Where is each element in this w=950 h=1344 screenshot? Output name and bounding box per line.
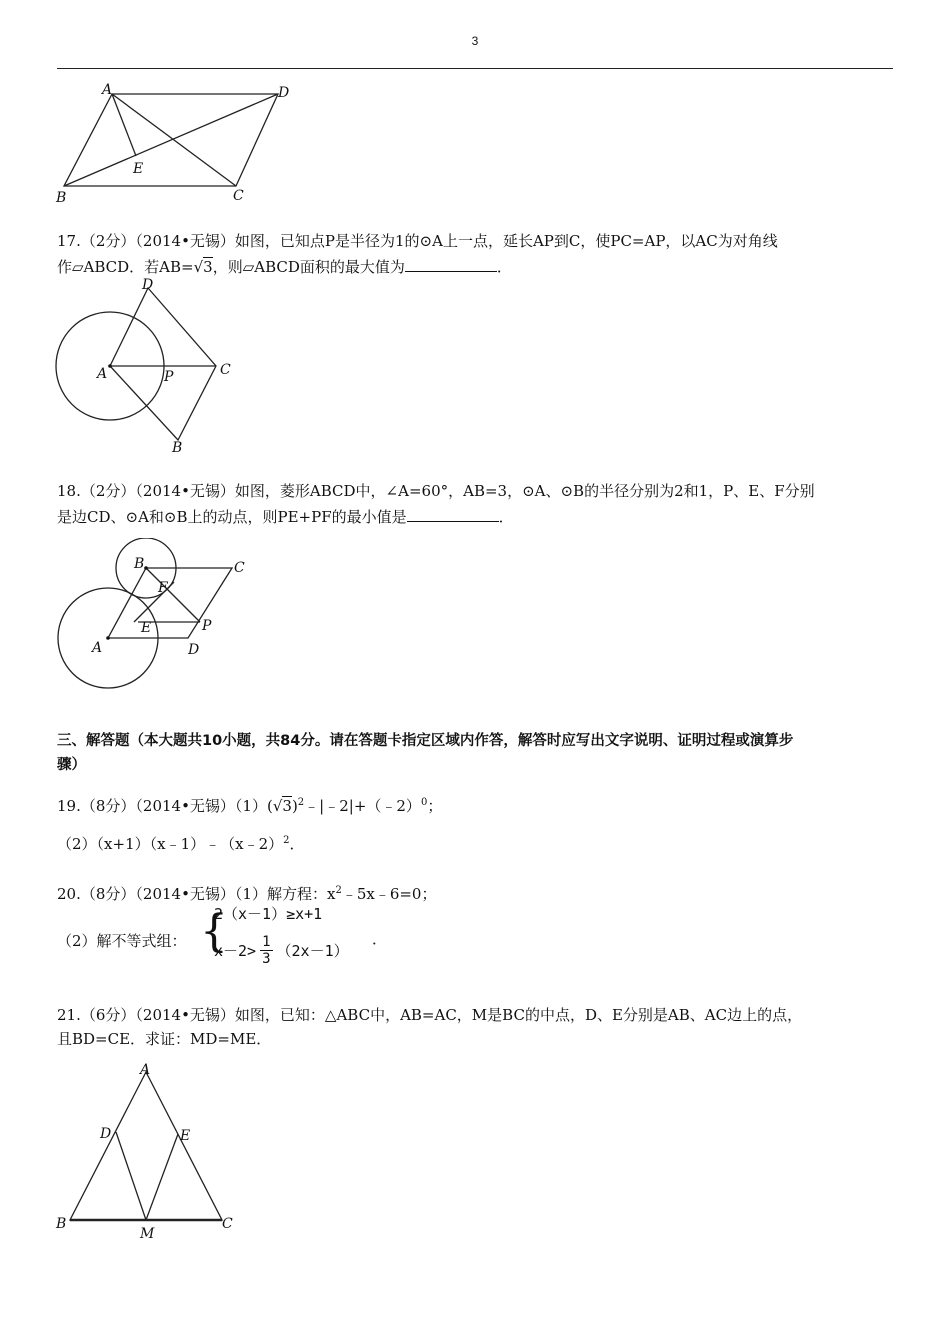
q20-ineq2-b: （2x－1） [276, 942, 349, 960]
figure-triangle-q21 [50, 1058, 250, 1248]
q19-paren-close: ) [291, 797, 298, 815]
q20-text-b: ﹣5x﹣6=0； [341, 885, 437, 903]
q19-paren-open: ( [266, 797, 273, 815]
q18-text-a: 是边CD、⊙A和⊙B上的动点，则PE+PF的最小值是 [57, 508, 407, 526]
label-C: C [233, 188, 244, 204]
label-B: B [134, 556, 145, 572]
label-B: B [56, 1216, 67, 1232]
q20-fraction [260, 934, 272, 967]
q20-frac-num: 1 [262, 934, 271, 950]
q18-text-b: ． [498, 508, 514, 526]
figure-parallelogram-q16 [50, 80, 310, 210]
q19-exp2: 0 [420, 797, 428, 808]
q18-line1: 18.（2分）（2014•无锡）如图，菱形ABCD中，∠A=60°，AB=3，⊙A、⊙B的半径分别为2和1，P、E、F分别 [57, 482, 815, 500]
q17-answer-blank-tail [483, 257, 497, 272]
q20-frac-den: 3 [262, 951, 271, 967]
q21-line1: 21.（6分）（2014•无锡）如图，已知：△ABC中，AB=AC，M是BC的中点，D、E分别是AB、AC边上的点， [57, 1006, 803, 1024]
q17-text-b: ，则▱ABCD面积的最大值为 [212, 258, 405, 276]
label-D: D [100, 1126, 112, 1142]
sqrt-symbol: √ [193, 258, 204, 276]
q18-answer-blank[interactable] [407, 507, 485, 522]
label-A: A [97, 366, 108, 382]
q19-part1 [57, 792, 897, 817]
label-C: C [234, 560, 245, 576]
q19-rest: ﹣|﹣2|+（﹣2） [304, 797, 421, 815]
label-M: M [140, 1226, 155, 1242]
label-F: F [158, 580, 168, 596]
figure-circle-q17 [50, 276, 260, 461]
q20-inequality-2 [214, 934, 349, 967]
label-A: A [102, 82, 113, 98]
q17-text-a: 作▱ABCD．若AB= [57, 258, 194, 276]
section3-heading-line2: 骤） [57, 757, 86, 773]
q20-part2-label: （2）解不等式组： [57, 932, 187, 950]
q18-line2 [57, 506, 897, 528]
q17-text-c: ． [496, 258, 512, 276]
q19-part2-exp: 2 [283, 835, 290, 846]
q20-ineq2-a: x－2> [214, 942, 257, 960]
q19-end: ； [427, 797, 443, 815]
label-P: P [164, 369, 174, 385]
q21-line2: 且BD=CE．求证：MD=ME． [57, 1030, 272, 1048]
q20-text-a: 20.（8分）（2014•无锡）（1）解方程：x [57, 885, 336, 903]
q19-sqrt-symbol: √ [272, 797, 283, 815]
label-D: D [278, 85, 290, 101]
q20-brace: { [200, 906, 228, 957]
label-C: C [222, 1216, 233, 1232]
q19-exp1: 2 [297, 797, 305, 808]
label-A: A [92, 640, 103, 656]
label-D: D [142, 277, 154, 293]
q17-line2 [57, 256, 897, 278]
label-A: A [140, 1062, 151, 1078]
header-rule [57, 68, 893, 69]
q19-prefix: 19.（8分）（2014•无锡）（1） [57, 797, 267, 815]
q20-inequality-1: 2（x－1）≥x+1 [214, 905, 323, 923]
q20-end: ． [372, 930, 388, 948]
label-E: E [180, 1128, 191, 1144]
q20-exp: 2 [335, 885, 342, 896]
section3-heading-line1: 三、解答题（本大题共10小题，共84分。请在答题卡指定区域内作答，解答时应写出文字说明、证明过程或演算步 [57, 733, 794, 749]
label-P: P [202, 618, 212, 634]
q18-answer-blank-tail [485, 507, 499, 522]
label-D: D [188, 642, 200, 658]
q17-sqrt-arg: 3 [203, 258, 213, 276]
label-B: B [56, 190, 67, 206]
q19-sqrt-arg: 3 [282, 797, 292, 815]
label-E: E [133, 161, 144, 177]
q17-answer-blank[interactable] [405, 257, 483, 272]
q19-part2 [57, 830, 897, 855]
label-B: B [172, 440, 183, 456]
page-number: 3 [471, 34, 479, 48]
q17-line1: 17.（2分）（2014•无锡）如图，已知点P是半径为1的⊙A上一点，延长AP到C，使PC=AP，以AC为对角线 [57, 232, 778, 250]
figure-rhombus-q18 [50, 538, 270, 698]
label-E: E [141, 620, 152, 636]
label-C: C [220, 362, 231, 378]
q19-part2-text: （2）（x+1）（x﹣1）﹣（x﹣2） [57, 835, 284, 853]
q20-part1 [57, 880, 897, 905]
q19-part2-end: ． [289, 835, 305, 853]
